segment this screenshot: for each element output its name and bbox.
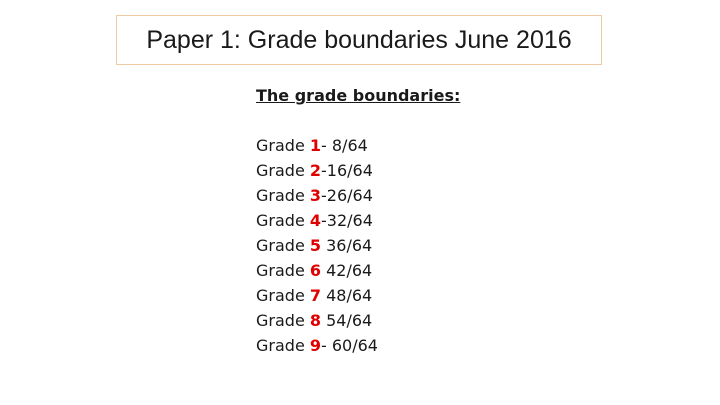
grade-boundary: 42/64 xyxy=(321,261,373,280)
grade-line xyxy=(256,133,460,158)
grade-number: 1 xyxy=(309,136,322,155)
grade-boundaries-content xyxy=(256,83,460,358)
grade-boundary: -32/64 xyxy=(321,211,373,230)
grade-prefix: Grade xyxy=(256,311,310,330)
grade-number: 3 xyxy=(309,186,322,205)
grade-line xyxy=(256,158,460,183)
grade-prefix: Grade xyxy=(256,186,310,205)
section-heading: The grade boundaries: xyxy=(256,86,461,105)
grade-line xyxy=(256,283,460,308)
grade-line xyxy=(256,183,460,208)
grade-boundary: -16/64 xyxy=(321,161,373,180)
grade-prefix: Grade xyxy=(256,261,310,280)
grade-boundary: - 8/64 xyxy=(321,136,368,155)
grade-prefix: Grade xyxy=(256,211,310,230)
grade-number: 2 xyxy=(309,161,322,180)
grade-number: 8 xyxy=(309,311,322,330)
grade-line xyxy=(256,333,460,358)
grade-number: 4 xyxy=(309,211,322,230)
grade-boundary: 54/64 xyxy=(321,311,373,330)
slide-title: Paper 1: Grade boundaries June 2016 xyxy=(146,25,572,54)
title-box xyxy=(116,15,602,65)
grade-line xyxy=(256,308,460,333)
grade-boundary: -26/64 xyxy=(321,186,373,205)
grade-boundary: - 60/64 xyxy=(321,336,378,355)
grade-prefix: Grade xyxy=(256,161,310,180)
grade-boundary: 36/64 xyxy=(321,236,373,255)
grade-prefix: Grade xyxy=(256,336,310,355)
grade-prefix: Grade xyxy=(256,286,310,305)
grade-list xyxy=(256,133,460,358)
grade-line xyxy=(256,208,460,233)
grade-number: 9 xyxy=(309,336,322,355)
grade-number: 6 xyxy=(309,261,322,280)
grade-boundary: 48/64 xyxy=(321,286,373,305)
grade-number: 5 xyxy=(309,236,322,255)
grade-prefix: Grade xyxy=(256,136,310,155)
grade-prefix: Grade xyxy=(256,236,310,255)
grade-line xyxy=(256,258,460,283)
grade-number: 7 xyxy=(309,286,322,305)
grade-line xyxy=(256,233,460,258)
